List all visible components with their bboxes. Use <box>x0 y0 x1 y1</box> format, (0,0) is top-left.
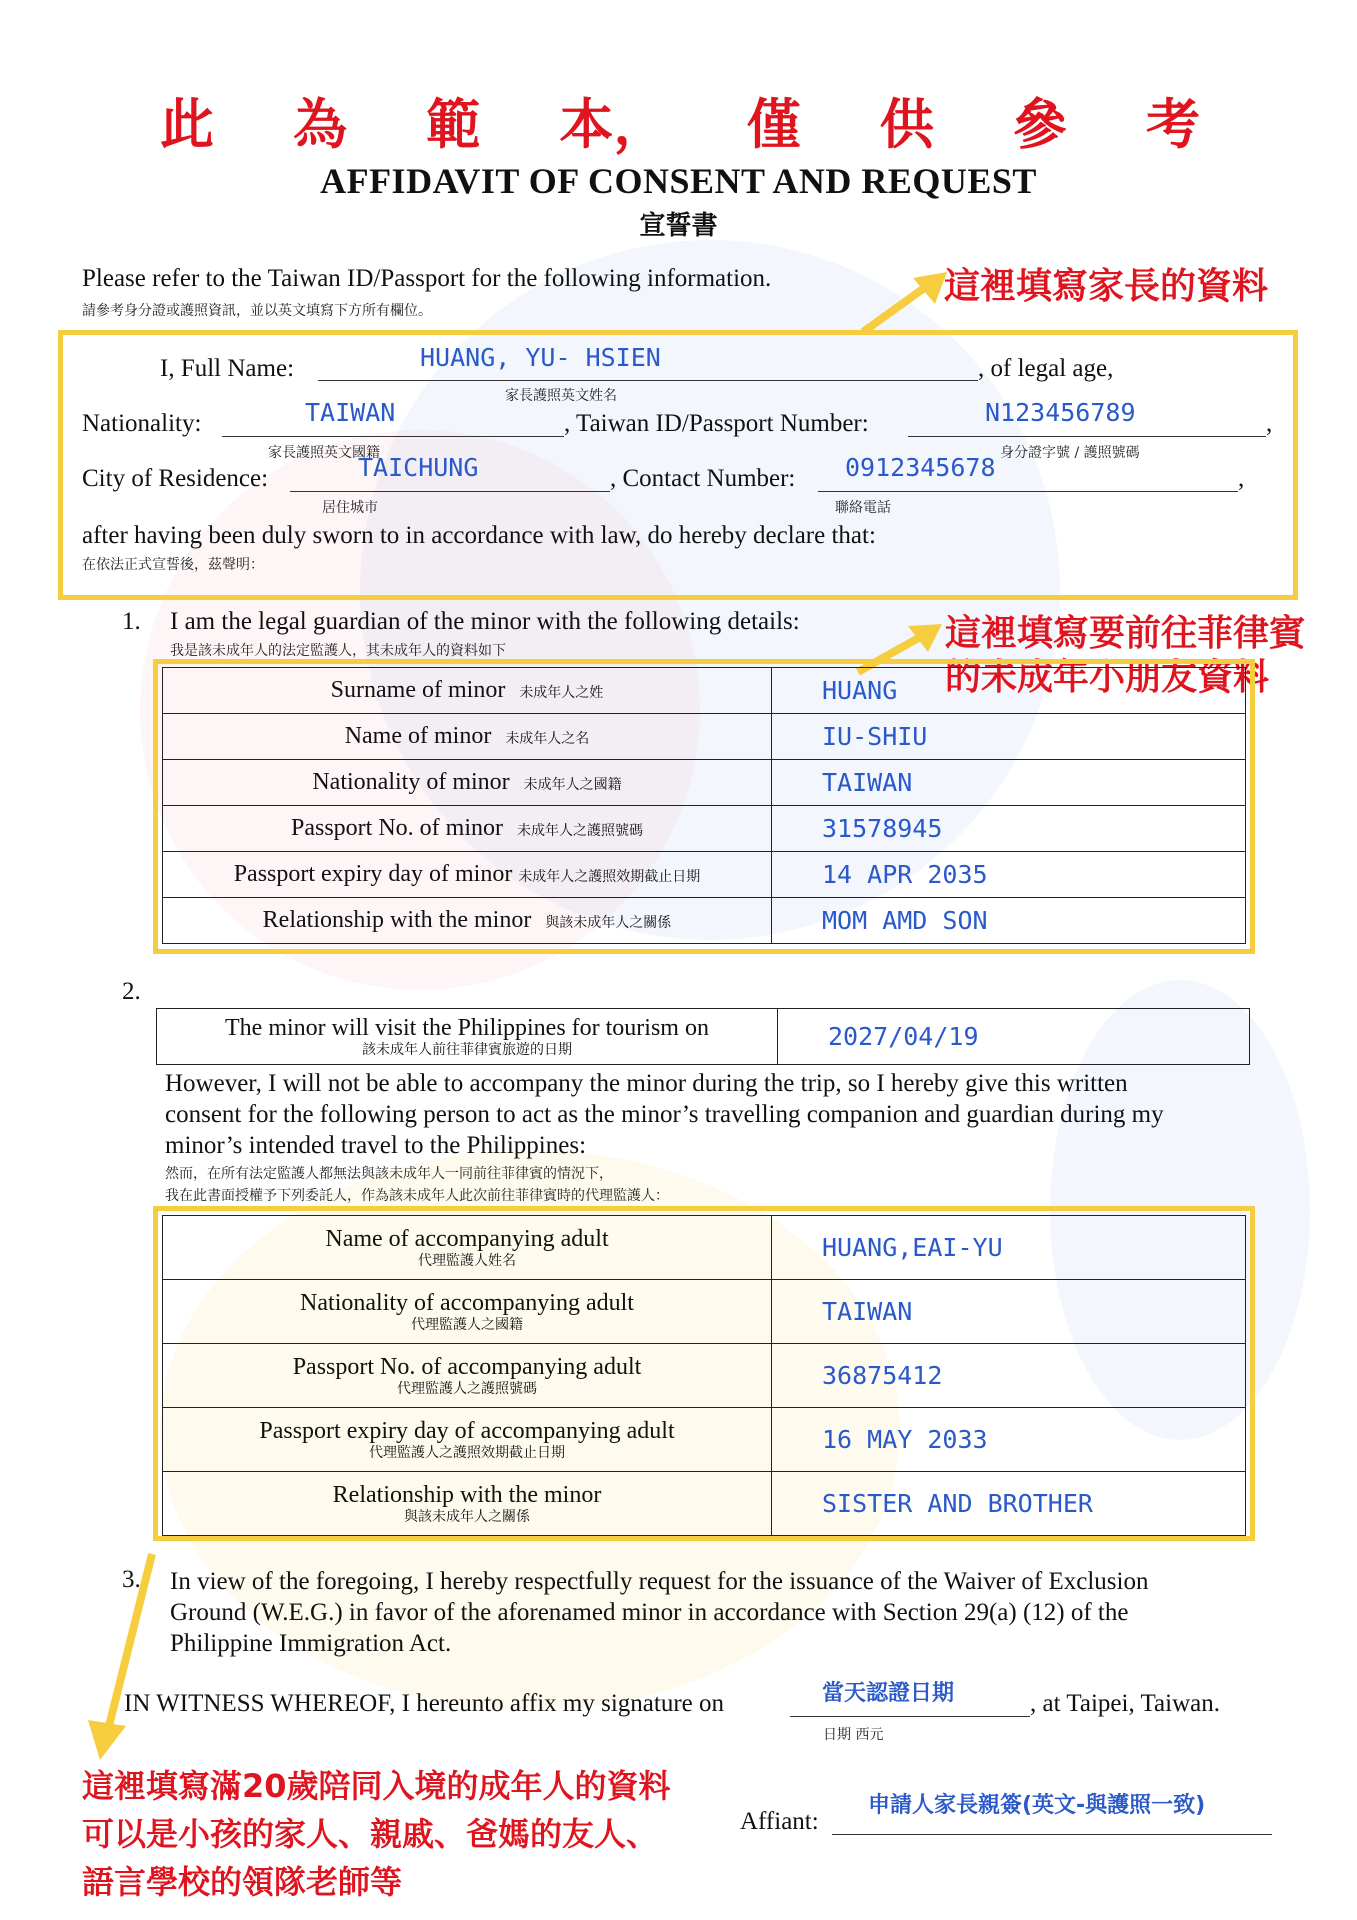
table-row <box>163 898 1246 944</box>
witness-place: , at Taipei, Taiwan. <box>1030 1690 1220 1717</box>
table-row <box>163 1472 1246 1536</box>
row-label: Passport expiry day of accompanying adult 代理監護人之護照效期截止日期 <box>163 1408 772 1472</box>
section-3-text: In view of the foregoing, I hereby respectfully request for the issuance of the Waiver of Exclusion Ground (W.E.G.) in favor of the aforenamed minor in accordance with Section 29(a) (12) of the Philippine Immigration Act. <box>170 1568 1149 1657</box>
table-row <box>163 760 1246 806</box>
row-value[interactable]: TAIWAN <box>772 1280 1246 1344</box>
table-row <box>163 1408 1246 1472</box>
annotation-line: 這裡填寫滿20歲陪同入境的成年人的資料 <box>82 1767 671 1805</box>
row-value[interactable]: 14 APR 2035 <box>772 852 1246 898</box>
consent-paragraph: However, I will not be able to accompany the minor during the trip, so I hereby give this written consent for the following person to act as the minor’s travelling companion and guardian during my minor’s intended travel to the Philippines: <box>165 1070 1164 1159</box>
visit-label: The minor will visit the Philippines for tourism on 該未成年人前往菲律賓旅遊的日期 <box>157 1009 778 1065</box>
row-label: Relationship with the minor 與該未成年人之關係 <box>163 1472 772 1536</box>
comma: , <box>1238 465 1245 492</box>
document-title: AFFIDAVIT OF CONSENT AND REQUEST <box>320 161 1037 201</box>
row-label: Passport expiry day of minor 未成年人之護照效期截止日期 <box>163 852 772 898</box>
id-label: , Taiwan ID/Passport Number: <box>564 410 869 437</box>
city-value[interactable]: TAICHUNG <box>358 453 479 482</box>
annotation-adult-info <box>82 1762 671 1906</box>
contact-value[interactable]: 0912345678 <box>845 453 996 482</box>
banner-char: 為 <box>293 93 348 156</box>
row-value[interactable]: HUANG,EAI-YU <box>772 1216 1246 1280</box>
visit-date-value[interactable]: 2027/04/19 <box>778 1009 1250 1065</box>
row-label: Nationality of minor 未成年人之國籍 <box>163 760 772 806</box>
id-value[interactable]: N123456789 <box>985 398 1136 427</box>
row-value[interactable]: 31578945 <box>772 806 1246 852</box>
row-value[interactable]: MOM AMD SON <box>772 898 1246 944</box>
table-row <box>163 806 1246 852</box>
sample-banner <box>160 82 1200 156</box>
consent-paragraph-zh: 然而，在所有法定監護人都無法與該未成年人一同前往菲律賓的情況下， 我在此書面授權予下列委託人，作為該未成年人此次前往菲律賓時的代理監護人： <box>165 1166 669 1204</box>
banner-char: 本， <box>559 93 668 156</box>
banner-char: 考 <box>1145 93 1200 156</box>
annotation-line: 可以是小孩的家人、親戚、爸媽的友人、 <box>82 1815 659 1853</box>
table-row <box>163 714 1246 760</box>
row-value[interactable]: TAIWAN <box>772 760 1246 806</box>
comma: , <box>1266 410 1273 437</box>
visit-date-table <box>156 1008 1250 1065</box>
annotation-parent-info: 這裡填寫家長的資料 <box>944 266 1269 307</box>
affiant-signature-value[interactable]: 申請人家長親簽(英文-與護照一致) <box>868 1793 1206 1818</box>
intro-text-zh: 請參考身分證或護照資訊，並以英文填寫下方所有欄位。 <box>82 303 432 319</box>
row-value[interactable]: 16 MAY 2033 <box>772 1408 1246 1472</box>
minor-details-table <box>162 667 1246 944</box>
banner-char: 參 <box>1012 93 1067 156</box>
id-hint: 身分證字號 / 護照號碼 <box>1000 445 1140 461</box>
row-label: Nationality of accompanying adult 代理監護人之國籍 <box>163 1280 772 1344</box>
annotation-line: 語言學校的領隊老師等 <box>82 1863 403 1901</box>
section-1-text: I am the legal guardian of the minor with the following details: <box>170 608 800 635</box>
row-label: Name of minor 未成年人之名 <box>163 714 772 760</box>
row-value[interactable]: HUANG <box>772 668 1246 714</box>
banner-char: 供 <box>879 93 934 156</box>
intro-text: Please refer to the Taiwan ID/Passport for the following information. <box>82 265 772 292</box>
arrow-down-icon <box>86 1550 166 1765</box>
signature-date-value[interactable]: 當天認證日期 <box>822 1681 955 1706</box>
sworn-statement: after having been duly sworn to in accordance with law, do hereby declare that: <box>82 522 876 549</box>
annotation-line: 的未成年小朋友資料 <box>945 657 1270 698</box>
nationality-value[interactable]: TAIWAN <box>305 398 396 427</box>
section-1-text-zh: 我是該未成年人的法定監護人，其未成年人的資料如下 <box>170 643 506 659</box>
banner-char: 僅 <box>746 93 801 156</box>
section-2-number: 2. <box>122 978 141 1005</box>
signature-date-hint: 日期 西元 <box>823 1727 884 1743</box>
banner-char: 此 <box>160 93 214 156</box>
witness-text: IN WITNESS WHEREOF, I hereunto affix my signature on <box>124 1690 724 1717</box>
nationality-label: Nationality: <box>82 410 202 437</box>
accompanying-adult-table <box>162 1215 1246 1536</box>
sworn-statement-zh: 在依法正式宣誓後，茲聲明： <box>82 557 264 573</box>
legal-age-text: , of legal age, <box>978 355 1114 382</box>
row-value[interactable]: 36875412 <box>772 1344 1246 1408</box>
nationality-hint: 家長護照英文國籍 <box>268 445 380 461</box>
document-subtitle: 宣誓書 <box>639 211 718 241</box>
city-hint: 居住城市 <box>322 500 378 516</box>
row-label: Passport No. of accompanying adult 代理監護人之護照號碼 <box>163 1344 772 1408</box>
annotation-line: 這裡填寫要前往菲律賓 <box>945 613 1306 654</box>
full-name-label: I, Full Name: <box>160 355 295 382</box>
row-label: Name of accompanying adult 代理監護人姓名 <box>163 1216 772 1280</box>
table-row <box>163 668 1246 714</box>
contact-hint: 聯絡電話 <box>835 500 891 516</box>
table-row <box>163 1280 1246 1344</box>
contact-label: , Contact Number: <box>610 465 796 492</box>
table-row <box>157 1009 1250 1065</box>
affiant-label: Affiant: <box>740 1808 819 1835</box>
section-3-number: 3. <box>122 1566 141 1593</box>
table-row <box>163 852 1246 898</box>
full-name-value[interactable]: HUANG, YU- HSIEN <box>420 343 661 372</box>
table-row <box>163 1344 1246 1408</box>
city-label: City of Residence: <box>82 465 269 492</box>
section-1-number: 1. <box>122 608 141 635</box>
full-name-hint: 家長護照英文姓名 <box>505 388 617 404</box>
table-row <box>163 1216 1246 1280</box>
banner-char: 範 <box>426 93 481 156</box>
row-label: Surname of minor 未成年人之姓 <box>163 668 772 714</box>
row-label: Passport No. of minor 未成年人之護照號碼 <box>163 806 772 852</box>
row-value[interactable]: SISTER AND BROTHER <box>772 1472 1246 1536</box>
row-value[interactable]: IU-SHIU <box>772 714 1246 760</box>
row-label: Relationship with the minor 與該未成年人之關係 <box>163 898 772 944</box>
